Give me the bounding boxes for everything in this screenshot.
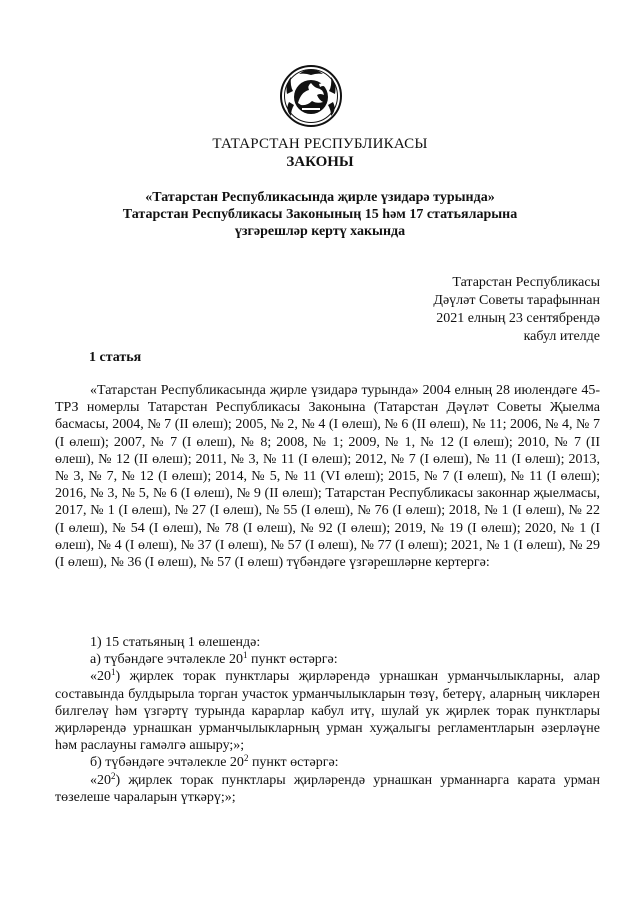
amendment-intro-text: «Татарстан Республикасында җирле үзидарә турында» 2004 елның 28 июлендәге 45-ТРЗ номерлы Татарстан Республикасы Законына (Татарстан Дәүләт Советы Җыелма басмасы, 2004, № 7 (II өлеш); 2005, № 2, № 4 (I өлеш), № 6 (II өлеш), № 11; 2006, № 4, № 7 (I өлеш); 2007, № 7 (I өлеш), № 8; 2008, № 1; 2009, № 1, № 12 (I өлеш); 2010, № 7 (II өлеш), № 12 (II өлеш); 2011, № 3, № 11 (I өлеш); 2012, № 7 (I өлеш), № 11 (I өлеш); 2013, № 3, № 7, № 12 (I өлеш); 2014, № 5, № 11 (VI өлеш); 2015, № 7 (I өлеш), № 11 (I өлеш); 2016, № 3, № 5, № 6 (I өлеш), № 9 (II өлеш); Татарстан Республикасы законнар җыелмасы, 2017, № 1 (I өлеш), № 27 (I өлеш), № 55 (I өлеш), № 76 (I өлеш); 2018, № 1 (I өлеш), № 22 (I өлеш), № 54 (I өлеш), № 78 (I өлеш), № 92 (I өлеш); 2019, № 19 (I өлеш); 2020, № 1 (I өлеш), № 4 (I өлеш), № 37 (I өлеш), № 57 (I өлеш), № 77 (I өлеш); 2021, № 1 (I өлеш), № 29 (I өлеш), № 36 (I өлеш), № 57 (I өлеш) түбәндәге үзгәрешләрне кертергә: — [55, 383, 600, 571]
item-1: 1) 15 статьяның 1 өлешендә: — [90, 635, 261, 650]
article-1-main-paragraph — [55, 382, 600, 571]
tatarstan-coat-of-arms-icon — [279, 64, 343, 128]
quote-point-20-1: «$20^1$) җирлек торак пунктлары җирләрендә урнашкан урманчылыкларны, алар составында булдырыла торган участок урманчылыкларын төзү, бетерү, аларның чикләрен билгеләү һәм үзгәртү турында карарлар кабул итү, шулай ук җирлек торак пунктлары җирләрендә урнашкан урманчылыкларның урман хуҗалыгы регламентларын әзерләүне һәм раслауны гамәлгә ашыру;»; — [55, 667, 600, 754]
quote-point-20-2: «$20^2$) җирлек торак пунктлары җирләрендә урнашкан урманнарга карата урман төзелеше чараларын үткәрү;»; — [55, 770, 600, 805]
law-title-line-3: үзгәрешләр кертү хакында — [234, 224, 406, 239]
article-1-title: 1 статья — [89, 350, 142, 365]
adoption-note — [340, 274, 600, 346]
law-heading: ЗАКОНЫ — [286, 154, 354, 170]
sub-item-a: а) түбәндәге эчтәлекле $20^1$ пункт өстәргә: — [90, 650, 338, 668]
law-title — [80, 189, 560, 240]
adoption-line-2: Дәүләт Советы тарафыннан — [433, 293, 600, 308]
adoption-line-3: 2021 елның 23 сентябрендә — [436, 311, 600, 326]
republic-heading: ТАТАРСТАН РЕСПУБЛИКАСЫ — [212, 136, 428, 152]
adoption-line-1: Татарстан Республикасы — [452, 275, 600, 290]
law-title-line-1: «Татарстан Республикасында җирле үзидарә турында» — [145, 190, 495, 205]
sub-item-b: б) түбәндәге эчтәлекле $20^2$ пункт өстәргә: — [90, 753, 339, 771]
adoption-line-4: кабул ителде — [523, 329, 600, 344]
law-title-line-2: Татарстан Республикасы Законының 15 һәм 17 статьяларына — [122, 207, 518, 222]
article-1-items — [55, 634, 600, 806]
